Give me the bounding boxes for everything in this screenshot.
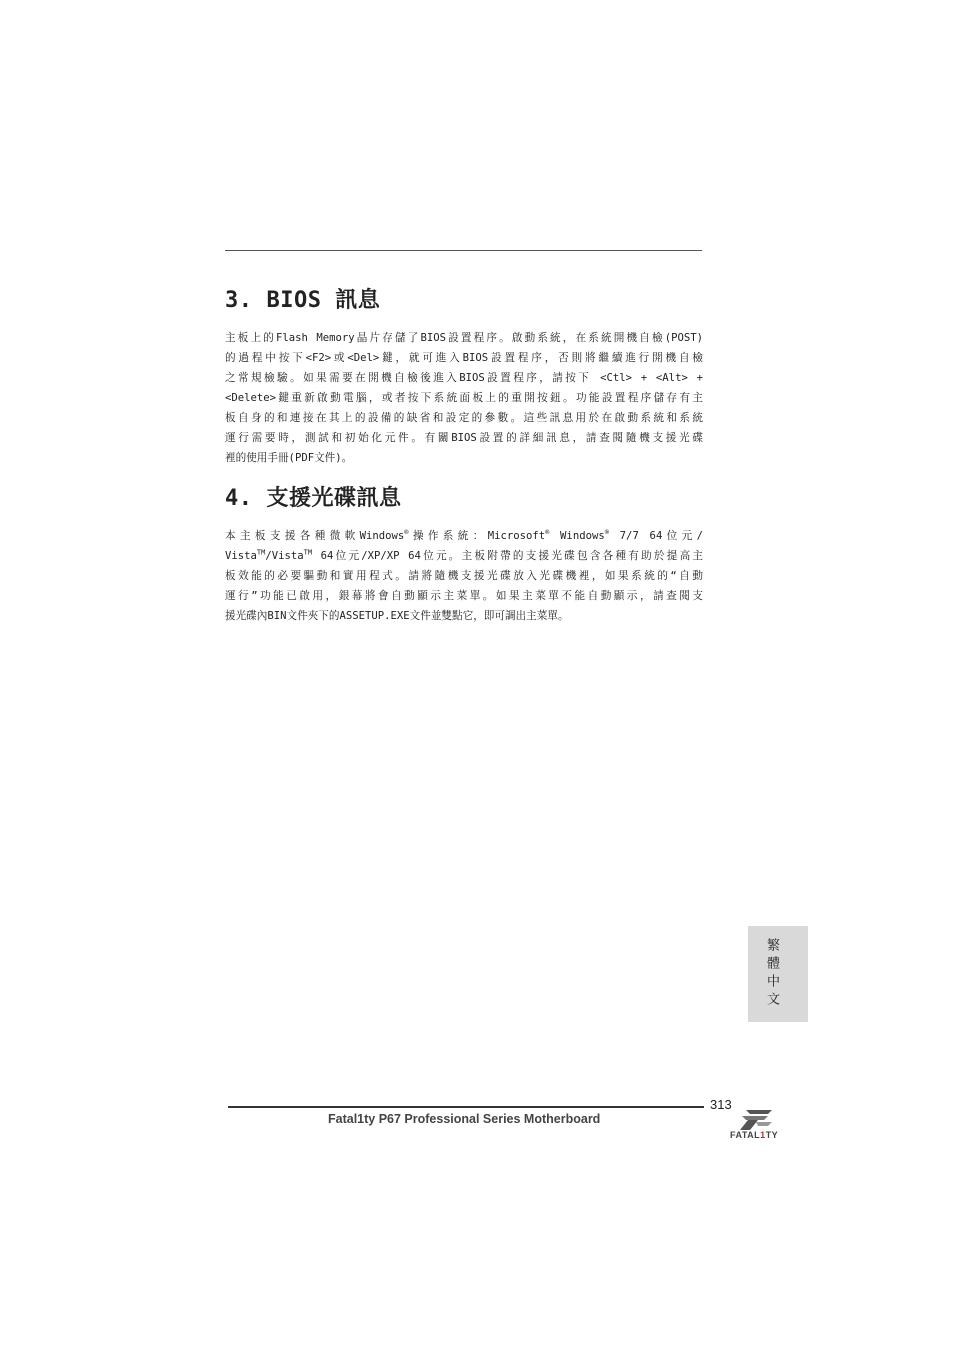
text-run: 操作系統：Microsoft — [408, 530, 546, 542]
text-run: 本主板支援各種微軟Windows — [225, 530, 405, 542]
footer-title: Fatal1ty P67 Professional Series Motherboard — [328, 1112, 601, 1126]
trademark-mark: TM — [256, 548, 266, 557]
body-line: <Delete>鍵重新啟動電腦，或者按下系統面板上的重開按鈕。功能設置程序儲存有主 — [225, 392, 703, 404]
body-line: 運行需要時，測試和初始化元件。有關BIOS設置的詳細訊息，請查閱隨機支援光碟 — [225, 432, 703, 444]
language-label: 繁體中文 — [764, 938, 779, 1010]
logo-text-highlight: 1 — [760, 1130, 766, 1140]
section-title: BIOS 訊息 — [266, 288, 381, 313]
section-body — [225, 526, 703, 626]
body-line: 運行”功能已啟用，銀幕將會自動顯示主菜單。如果主菜單不能自動顯示，請查閱支 — [225, 590, 703, 602]
page-number: 313 — [710, 1097, 732, 1112]
text-run: 64位元/XP/XP 64位元。主板附帶的支援光碟包含各種有助於提高主 — [312, 550, 703, 562]
body-line: 板自身的和連接在其上的設備的缺省和設定的參數。這些訊息用於在啟動系統和系統 — [225, 412, 703, 424]
logo-text-part: TY — [765, 1130, 779, 1140]
logo-wordmark — [730, 1130, 778, 1140]
body-line: 主板上的Flash Memory晶片存儲了BIOS設置程序。啟動系統，在系統開機自檢(POST) — [225, 332, 703, 344]
registered-mark: ® — [404, 528, 409, 537]
trademark-mark: TM — [303, 548, 313, 557]
section-bios-info — [225, 286, 703, 468]
body-line: 板效能的必要驅動和實用程式。請將隨機支援光碟放入光碟機裡，如果系統的“自動 — [225, 570, 703, 582]
body-line: 裡的使用手冊(PDF文件)。 — [225, 452, 353, 464]
language-side-tab — [748, 926, 808, 1022]
footer-divider — [228, 1106, 704, 1108]
section-support-cd-info — [225, 484, 703, 626]
logo-text-part: FATAL — [730, 1130, 761, 1140]
body-line: 之常規檢驗。如果需要在開機自檢後進入BIOS設置程序，請按下 <Ctl> + <Alt> + — [225, 372, 703, 384]
section-number: 3. — [225, 288, 253, 313]
registered-mark: ® — [545, 528, 550, 537]
section-heading — [225, 286, 703, 316]
top-divider — [225, 250, 702, 251]
text-run: Windows — [549, 530, 605, 542]
section-heading — [225, 484, 703, 514]
section-number: 4. — [225, 486, 253, 511]
text-run: 7/7 64位元/ — [608, 530, 703, 542]
text-run: /Vista — [265, 550, 304, 562]
body-line: 援光碟內BIN文件夾下的ASSETUP.EXE文件並雙點它，即可調出主菜單。 — [225, 610, 569, 622]
section-body — [225, 328, 703, 468]
body-line — [225, 546, 703, 566]
body-line: 的過程中按下<F2>或<Del>鍵，就可進入BIOS設置程序，否則將繼續進行開機自檢 — [225, 352, 703, 364]
text-run: Vista — [225, 550, 257, 562]
registered-mark: ® — [604, 528, 609, 537]
section-title: 支援光碟訊息 — [266, 486, 402, 511]
body-line — [225, 526, 703, 546]
